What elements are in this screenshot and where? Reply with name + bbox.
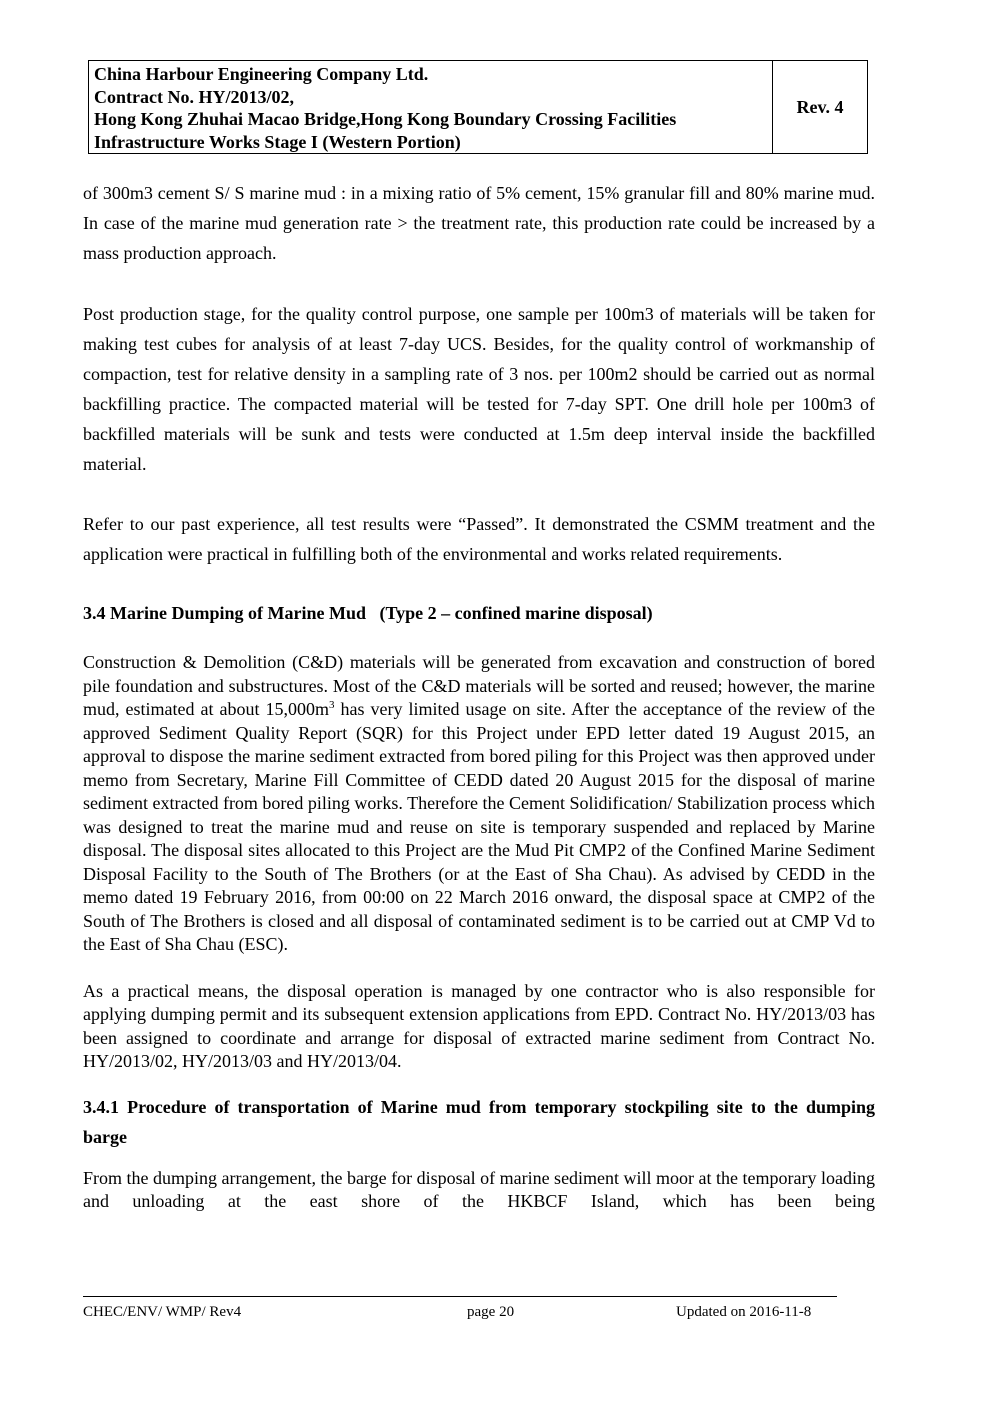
header-table [88, 60, 868, 154]
main-content [83, 178, 875, 1214]
paragraph-marine-dumping [83, 651, 875, 957]
header-works: Infrastructure Works Stage I (Western Portion) [94, 131, 461, 152]
section-heading-3-4: 3.4 Marine Dumping of Marine Mud (Type 2 – confined marine disposal) [83, 603, 653, 623]
header-revision-cell [773, 61, 867, 153]
section-heading-3-4-1: 3.4.1 Procedure of transportation of Marine mud from temporary stockpiling site to the dumping barge [83, 1096, 875, 1147]
paragraph-past-experience: Refer to our past experience, all test results were “Passed”. It demonstrated the CSMM treatment and the application were practical in fulfilling both of the environmental and works related requirements. [83, 514, 875, 564]
header-company: China Harbour Engineering Company Ltd. [94, 64, 429, 84]
header-contract: Contract No. HY/2013/02, [94, 86, 294, 107]
footer-page-number: page 20 [467, 1304, 515, 1320]
paragraph-marine-dumping-part1: Construction & Demolition (C&D) materials will be generated from excavation and construction of bored pile foundation and substructures. Most of the C&D materials will be sorted and reused; however, the marine mud, estimated at about 15,000m [83, 652, 875, 719]
paragraph-practical-means: As a practical means, the disposal operation is managed by one contractor who is also responsible for applying dumping permit and its subsequent extension applications from EPD. Contract No. HY/2013/03 has been assigned to coordinate and arrange for disposal of extracted marine sediment from Contract No. HY/2013/02, HY/2013/03 and HY/2013/04. [83, 980, 875, 1071]
revision-label: Rev. 4 [796, 96, 844, 117]
footer-doc-ref: CHEC/ENV/ WMP/ Rev4 [83, 1304, 242, 1320]
header-title-cell [89, 61, 773, 153]
paragraph-quality-control: Post production stage, for the quality control purpose, one sample per 100m3 of materials will be taken for making test cubes for analysis of at least 7-day UCS. Besides, for the quality control of workmanship of compaction, test for relative density in a sampling rate of 3 nos. per 100m2 should be carried out as normal backfilling practice. The compacted material will be tested for 7-day SPT. One drill hole per 100m3 of backfilled materials will be sunk and tests were conducted at 1.5m deep interval inside the backfilled material. [83, 304, 875, 474]
paragraph-dumping-arrangement: From the dumping arrangement, the barge for disposal of marine sediment will moor at the temporary loading and unloading at the east shore of the HKBCF Island, which has been being [83, 1167, 875, 1211]
paragraph-marine-dumping-part2: has very limited usage on site. After the acceptance of the review of the approved Sediment Quality Report (SQR) for this Project under EPD letter dated 19 August 2015, an approval to dispose the marine sediment extracted from bored piling for this Project was then approved under memo from Secretary, Marine Fill Committee of CEDD dated 20 August 2015 for the disposal of marine sediment extracted from bored piling works. Therefore the Cement Solidification/ Stabilization process which was designed to treat the marine mud and reuse on site is temporary suspended and replaced by Marine disposal. The disposal sites allocated to this Project are the Mud Pit CMP2 of the Confined Marine Sediment Disposal Facility to the South of The Brothers (or at the East of Sha Chau). As advised by CEDD in the memo dated 19 February 2016, from 00:00 on 22 March 2016 onward, the disposal space at CMP2 of the South of The Brothers is closed and all disposal of contaminated sediment is to be carried out at CMP Vd to the East of Sha Chau (ESC). [83, 699, 875, 954]
paragraph-production-rate: of 300m3 cement S/ S marine mud : in a mixing ratio of 5% cement, 15% granular fill and 80% marine mud. In case of the marine mud generation rate > the treatment rate, this production rate could be increased by a mass production approach. [83, 183, 875, 263]
footer-updated-date: Updated on 2016-11-8 [676, 1304, 812, 1320]
superscript-cubic: 3 [329, 699, 335, 711]
header-project: Hong Kong Zhuhai Macao Bridge,Hong Kong Boundary Crossing Facilities [94, 109, 677, 129]
footer-divider [83, 1296, 837, 1297]
